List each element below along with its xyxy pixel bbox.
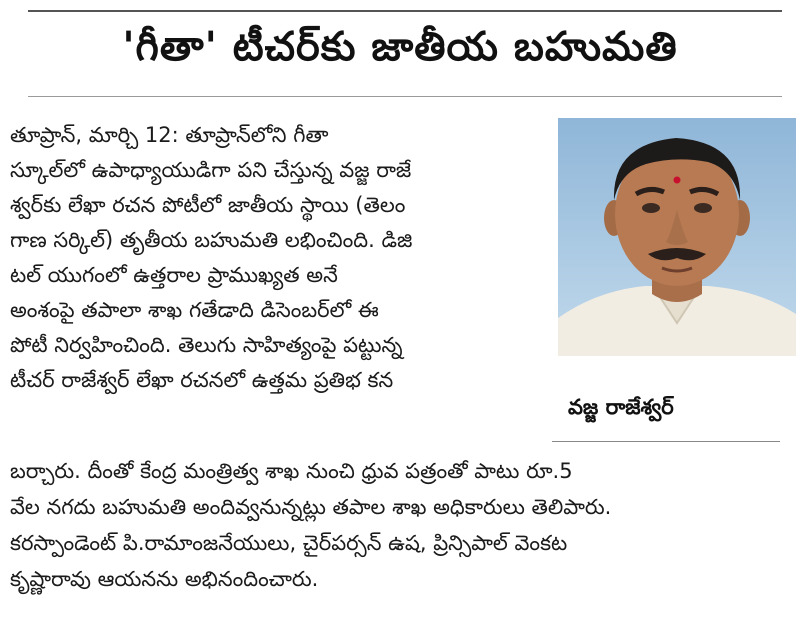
headline: 'గీతా' టీచర్‌కు జాతీయ బహుమతి [122, 24, 678, 70]
headline-rule [28, 96, 782, 97]
body-line: గాణ సర్కిల్) తృతీయ బహుమతి లభించింది. డిజి [10, 228, 413, 252]
body-line: కృష్ణారావు ఆయనను అభినందించారు. [10, 567, 319, 591]
body-line: కరస్పాండెంట్ పి.రామాంజనేయులు, చైర్‌పర్సన్ ఉష, ప్రిన్సిపాల్ వెంకట [10, 531, 568, 555]
body-line: తూప్రాన్, మార్చి 12: తూప్రాన్‌లోని గీతా [10, 123, 329, 147]
portrait-photo [558, 118, 796, 356]
full-width-text [10, 453, 795, 597]
body-line: టీచర్ రాజేశ్వర్ లేఖా రచనలో ఉత్తమ ప్రతిభ కన [10, 368, 394, 392]
body-line: అంశంపై తపాలా శాఖ గతేడాది డిసెంబర్‌లో ఈ [10, 298, 379, 322]
body-line: వేల నగదు బహుమతి అందివ్వనున్నట్లు తపాల శాఖ అధికారులు తెలిపారు. [10, 495, 612, 519]
column-text [10, 118, 545, 398]
body-line: పోటీ నిర్వహించింది. తెలుగు సాహిత్యంపై పట్టున్న [10, 333, 403, 357]
body-line: శ్వర్‌కు లేఖా రచన పోటీలో జాతీయ స్థాయి (తెలం [10, 193, 406, 217]
body-line: టల్ యుగంలో ఉత్తరాల ప్రాముఖ్యత అనే [10, 263, 338, 287]
photo-caption: వజ్జ రాజేశ్వర్ [568, 395, 674, 419]
portrait-illustration [558, 118, 796, 356]
body-line: బర్చారు. దీంతో కేంద్ర మంత్రిత్వ శాఖ నుంచి ధ్రువ పత్రంతో పాటు రూ.5 [10, 459, 573, 483]
top-rule [28, 10, 782, 12]
body-line: స్కూల్‌లో ఉపాధ్యాయుడిగా పని చేస్తున్న వజ్జ రాజే [10, 158, 412, 182]
caption-rule [552, 441, 780, 442]
